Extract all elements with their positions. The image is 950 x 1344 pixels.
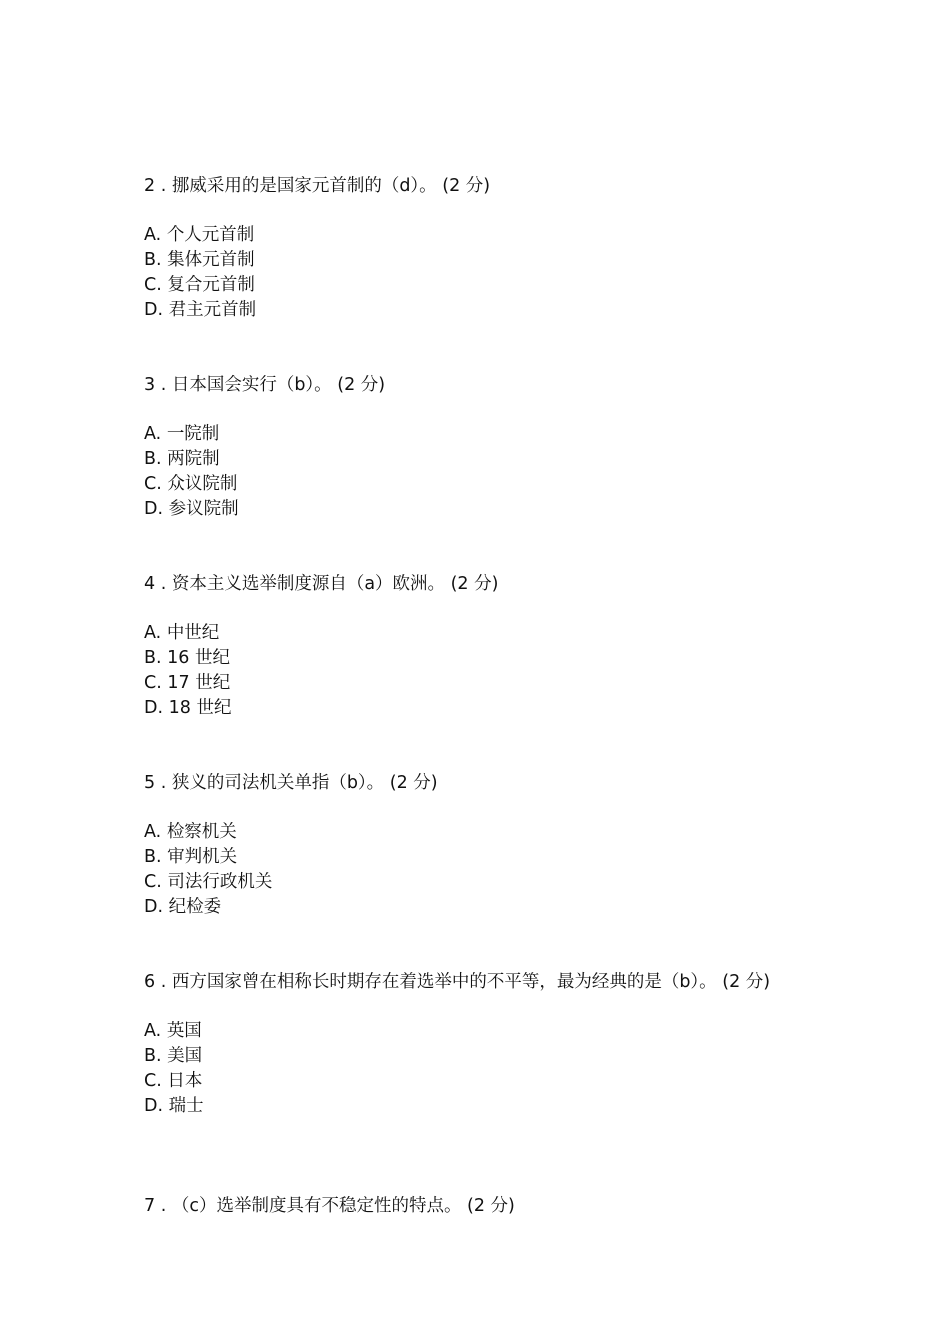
option-c: C. 17 世纪 (144, 673, 231, 693)
option-list (144, 820, 809, 920)
option-d: D. 18 世纪 (144, 698, 232, 718)
option-b: B. 16 世纪 (144, 648, 230, 668)
option-b: B. 美国 (144, 1046, 203, 1066)
option-list (144, 1019, 809, 1119)
question-text: 4 . 资本主义选举制度源自（a）欧洲。 (2 分) (144, 574, 499, 594)
option-b: B. 集体元首制 (144, 250, 255, 270)
question-2 (144, 174, 809, 323)
option-d: D. 瑞士 (144, 1096, 204, 1116)
option-d: D. 纪检委 (144, 897, 222, 917)
option-d: D. 君主元首制 (144, 300, 257, 320)
question-7 (144, 1194, 809, 1219)
option-c: C. 日本 (144, 1071, 203, 1091)
option-list (144, 223, 809, 323)
option-a: A. 英国 (144, 1021, 202, 1041)
option-a: A. 个人元首制 (144, 225, 255, 245)
question-4 (144, 572, 809, 721)
option-c: C. 复合元首制 (144, 275, 255, 295)
option-c: C. 司法行政机关 (144, 872, 273, 892)
question-text: 2 . 挪威采用的是国家元首制的（d）。 (2 分) (144, 176, 491, 196)
question-5 (144, 771, 809, 920)
option-a: A. 中世纪 (144, 623, 220, 643)
option-a: A. 检察机关 (144, 822, 237, 842)
option-b: B. 两院制 (144, 449, 220, 469)
option-b: B. 审判机关 (144, 847, 238, 867)
option-d: D. 参议院制 (144, 499, 239, 519)
question-text: 6 . 西方国家曾在相称长时期存在着选举中的不平等，最为经典的是（b）。 (2 分) (144, 972, 771, 992)
option-a: A. 一院制 (144, 424, 220, 444)
option-c: C. 众议院制 (144, 474, 238, 494)
question-3 (144, 373, 809, 522)
question-text: 7 . （c）选举制度具有不稳定性的特点。 (2 分) (144, 1196, 515, 1216)
question-text: 5 . 狭义的司法机关单指（b）。 (2 分) (144, 773, 438, 793)
option-list (144, 422, 809, 522)
question-6 (144, 970, 809, 1119)
question-text: 3 . 日本国会实行（b）。 (2 分) (144, 375, 386, 395)
option-list (144, 621, 809, 721)
